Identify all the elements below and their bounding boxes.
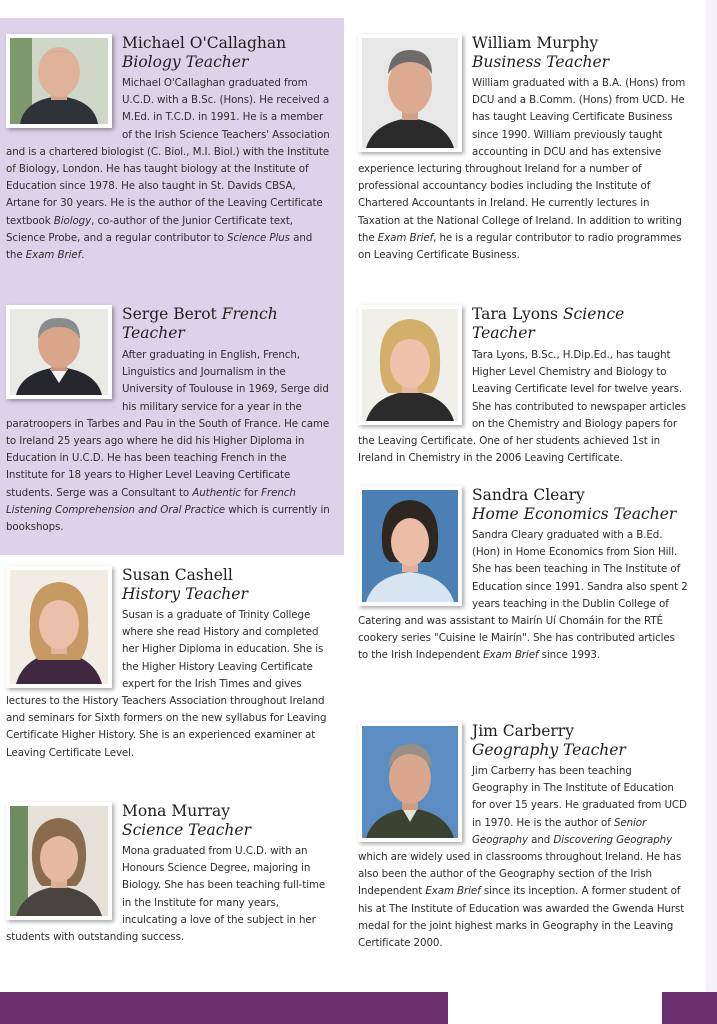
bio-text: Jim Carberry has been teaching Geography in The Institute of Education for over 15 years. He graduated from UCD in 1970. He is the author of (472, 765, 687, 829)
teacher-name: William Murphy (472, 34, 599, 52)
profile-mona (6, 802, 331, 946)
portrait-photo (358, 34, 462, 152)
teacher-name: Jim Carberry (472, 722, 574, 740)
footer-bar-right (662, 992, 717, 1024)
portrait-photo (358, 486, 462, 606)
bio-italic-text: Discovering Geography (553, 833, 673, 846)
person-portrait-icon (362, 38, 458, 148)
portrait-photo (6, 34, 112, 128)
portrait-photo (358, 722, 462, 842)
person-portrait-icon (10, 806, 108, 916)
teacher-subject: History Teacher (122, 585, 248, 603)
bio-italic-text: Authentic (192, 486, 241, 499)
portrait-photo (6, 566, 112, 688)
bio-text: William graduated with a B.A. (Hons) from DCU and a B.Comm. (Hons) from UCD. He has taught Leaving Certificate Business since 1990. William previously taught accounting in DCU and has extensive experience lecturing throughout Ireland for a number of professional accountancy bodies including the Institute of Chartered Accountants in Ireland. He currently lectures in Taxation at the National College of Ireland. In addition to writing the (358, 77, 686, 244)
person-portrait-icon (10, 38, 108, 124)
portrait-photo (6, 802, 112, 920)
portrait-photo (6, 305, 112, 399)
bio-text: which is currently in bookshops. (6, 503, 330, 534)
bio-italic-text: Senior Geography (472, 816, 647, 846)
bio-italic-text: Science Plus (227, 231, 290, 244)
profile-serge (6, 305, 331, 536)
bio-text: and (527, 833, 554, 846)
teacher-name-text: Serge Berot (122, 305, 217, 323)
profile-michael (6, 34, 331, 264)
teacher-subject: Business Teacher (472, 53, 610, 71)
profile-jim (358, 722, 688, 952)
profile-sandra (358, 486, 688, 665)
bio-italic-text: French Listening Comprehension and Oral Practice (6, 486, 296, 516)
person-portrait-icon (362, 490, 458, 602)
portrait-photo (358, 305, 462, 425)
teacher-subject: Home Economics Teacher (472, 505, 677, 523)
bio-italic-text: Exam Brief (425, 885, 481, 898)
teacher-name-text: Tara Lyons (472, 305, 558, 323)
right-edge-strip (706, 0, 717, 992)
profile-tara (358, 305, 688, 467)
person-portrait-icon (10, 570, 108, 684)
teacher-name: Michael O'Callaghan (122, 34, 287, 52)
bio-text: and the (6, 231, 313, 262)
person-portrait-icon (362, 726, 458, 838)
bio-text: since 1993. (538, 649, 601, 662)
bio-text: , co-author of the Junior Certificate text, Science Probe, and a regular contributor to (6, 214, 293, 244)
profile-william (358, 34, 688, 264)
teacher-subject: Geography Teacher (472, 741, 626, 759)
footer-bar-left (0, 992, 448, 1024)
bio-text: . (81, 249, 85, 262)
bio-text: Susan is a graduate of Trinity College where she read History and completed her Higher Diploma in education. She is the Higher History Leaving Certificate expert for the Irish Times and gives lectures to the History Teachers Association throughout Ireland and seminars for Sixth formers on the new syllabus for Leaving Certificate Higher History. She is an experienced examiner at Leaving Certificate Level. (6, 609, 327, 759)
teacher-subject: Biology Teacher (122, 53, 249, 71)
profile-susan (6, 566, 331, 762)
bio-italic-text: Exam Brief (377, 231, 434, 244)
person-portrait-icon (10, 309, 108, 395)
bio-text: Mona graduated from U.C.D. with an Honours Science Degree, majoring in Biology. She has been teaching full-time in the Institute for many years, inculcating a love of the subject in her students with outstanding success. (6, 845, 326, 944)
bio-text: Michael O'Callaghan graduated from U.C.D. with a B.Sc. (Hons). He received a M.Ed. in T.C.D. in 1991. He is a member of the Irish Science Teachers' Association and is a chartered biologist (C. Biol., M.I. Biol.) with the Institute of Biology, London. He has taught biology at the Institute of Education since 1978. He also taught in St. Davids CBSA, Artane for 30 years. He is the author of the Leaving Certificate textbook (6, 77, 330, 227)
teacher-subject: Science Teacher (472, 305, 625, 342)
teacher-subject: French Teacher (122, 305, 278, 342)
person-portrait-icon (362, 309, 458, 421)
bio-text: since its inception. A former student of his at The Institute of Education was awarded the Gwenda Hurst medal for the joint highest marks in Geography in the Leaving Certificate 2000. (358, 885, 685, 950)
bio-text: Sandra Cleary graduated with a B.Ed. (Hon) in Home Economics from Sion Hill. She has been teaching in The Institute of Education since 1991. Sandra also spent 2 years teaching in the Dublin College of Catering and was assistant to Mairín Uí Chomáin for the RTÉ cookery series "Cuisine le Mairín". She has contributed articles to the Irish Independent (358, 529, 688, 662)
teacher-name: Susan Cashell (122, 566, 233, 584)
bio-italic-text: Exam Brief (25, 249, 82, 262)
bio-text: , he is a regular contributor to radio programmes on Leaving Certificate Business. (358, 231, 682, 262)
teacher-name: Sandra Cleary (472, 486, 585, 504)
bio-text: Tara Lyons, B.Sc., H.Dip.Ed., has taught Higher Level Chemistry and Biology to Leaving Certificate level for twelve years. She has contributed to newspaper articles on the Chemistry and Biology papers for the Leaving Certificate. One of her students achieved 1st in Ireland in Chemistry in the 2006 Leaving Certificate. (358, 349, 687, 465)
bio-italic-text: Biology (53, 214, 92, 227)
bio-text: After graduating in English, French, Linguistics and Journalism in the University of Toulouse in 1969, Serge did his military service for a year in the paratroopers in Tarbes and Pau in the South of France. He came to Ireland 25 years ago where he did his Higher Diploma in Education in U.C.D. He has been teaching French in the Institute for 18 years to Higher Level Leaving Certificate students. Serge was a Consultant to (6, 349, 330, 499)
bio-text: which are widely used in classrooms throughout Ireland. He has also been the author of the Geography section of the Irish Independent (358, 851, 682, 898)
bio-italic-text: Exam Brief (483, 649, 539, 662)
bio-text: for (240, 486, 262, 499)
teacher-name: Mona Murray (122, 802, 231, 820)
teacher-subject: Science Teacher (122, 821, 251, 839)
